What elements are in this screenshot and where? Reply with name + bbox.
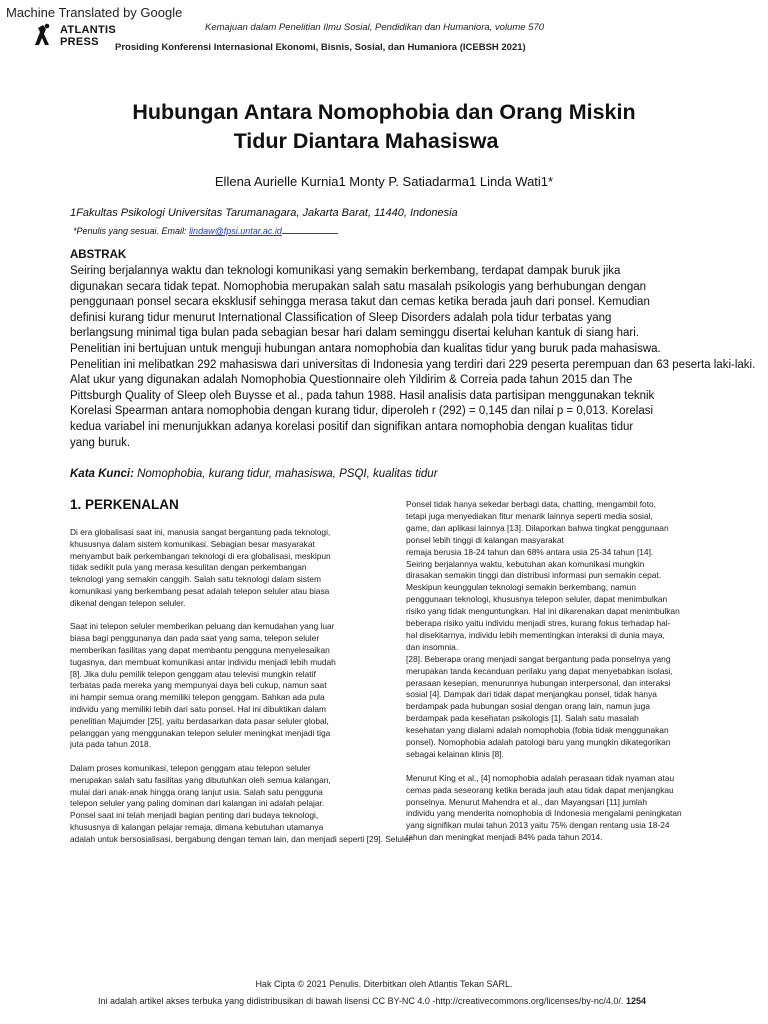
body-text-line: [28]. Beberapa orang menjadi sangat bergantung pada ponselnya yang: [406, 653, 671, 664]
body-text-line: risiko yang tidak menguntungkan. Hal ini dikarenakan dapat menimbulkan: [406, 606, 680, 617]
corresponding-email-link[interactable]: lindaw@fpsi.untar.ac.id: [189, 226, 282, 236]
body-text-line: dan insomnia.: [406, 641, 459, 652]
body-text-line: penggunaan teknologi, khususnya telepon seluler, dapat menimbulkan: [406, 594, 668, 605]
copyright-footer: Hak Cipta © 2021 Penulis. Diterbitkan oleh Atlantis Tekan SARL.: [255, 979, 513, 989]
keywords: [70, 468, 438, 480]
body-text-line: Meskipun keunggulan teknologi semakin berkembang, namun: [406, 582, 636, 593]
body-text-line: memberikan fasilitas yang dapat membantu pengguna menyelesaikan: [70, 645, 330, 655]
body-text-line: Ponsel saat ini telah menjadi bagian penting dari budaya teknologi,: [70, 810, 319, 821]
abstract-line: digunakan secara tidak tepat. Nomophobia merupakan salah satu masalah psikologis yang berhubungan dengan: [70, 280, 647, 293]
body-text-line: komunikasi yang berkembang pesat adalah telepon seluler atau biasa: [70, 586, 330, 596]
body-text-line: hal disekitarnya, individu lebih mementingkan interaksi di dunia maya,: [406, 629, 665, 640]
body-text-line: individu yang menderita nomophobia di Indonesia mengalami peningkatan: [406, 808, 682, 819]
license-footer: [98, 996, 646, 1006]
body-text-line: dirasakan semakin tinggi dan distribusi informasi pun semakin cepat.: [406, 570, 662, 581]
body-text-line: berdampak pada hubungan sosial dengan orang lain, namun juga: [406, 701, 650, 712]
body-text-line: berdampak pada kesehatan psikologis [1]. Salah satu masalah: [406, 713, 639, 724]
body-text-line: sosial [4]. Dampak dari tidak dapat menjangkau ponsel, tidak hanya: [406, 689, 657, 700]
abstract-line: Alat ukur yang digunakan adalah Nomophobia Questionnaire oleh Yildirim & Correia pada tahun 2015 dan The: [70, 374, 633, 387]
atlantis-press-logo: [30, 20, 120, 66]
body-text-line: khususnya di kalangan pelajar remaja, dimana kebutuhan utamanya: [70, 822, 324, 832]
body-text-line: penelitian Majumder [25], yaitu berdasarkan data pasar seluler global,: [70, 715, 329, 726]
body-text-line: Menurut King et al., [4] nomophobia adalah perasaan tidak nyaman atau: [406, 772, 675, 783]
body-text-line: game, dan aplikasi lainnya [13]. Dilaporkan bahwa tingkat penggunaan: [406, 522, 669, 533]
body-text-line: yang signifikan mulai tahun 2013 yaitu 75% dengan rentang usia 18-24: [406, 820, 670, 831]
license-text: Ini adalah artikel akses terbuka yang didistribusikan di bawah lisensi CC BY-NC 4.0 -http://creativecommons.org/licenses/by-nc/4.0/.: [98, 996, 624, 1006]
body-text-line: dikenal dengan telepon seluler.: [70, 597, 186, 608]
abstract-line: penggunaan ponsel secara eksklusif sehingga merasa takut dan cemas ketika berada jauh dari ponsel. Kemudian: [70, 296, 650, 309]
abstract-heading: ABSTRAK: [70, 249, 127, 261]
atlantis-logo-icon: [30, 22, 56, 48]
abstract-line: Pittsburgh Quality of Sleep oleh Buysse et al., pada tahun 1988. Hasil analisis data partisipan menggunakan teknik: [70, 389, 655, 402]
author-list: Ellena Aurielle Kurnia1 Monty P. Satiadarma1 Linda Wati1*: [214, 174, 554, 189]
paper-title-line2: Tidur Diantara Mahasiswa: [233, 129, 499, 153]
body-text-line: biasa bagi penggunanya dan pada saat yang sama, telepon seluler: [70, 633, 320, 644]
body-text-line: menyambut baik perkembangan teknologi di era globalisasi, meskipun: [70, 550, 331, 561]
body-text-line: tahun dan meningkat menjadi 84% pada tahun 2014.: [406, 832, 603, 843]
logo-text-line2: PRESS: [60, 36, 99, 48]
abstract-line: berlangsung minimal tiga bulan pada sebagian besar hari dalam seminggu disertai keluhan kantuk di siang hari.: [70, 327, 639, 340]
body-text-line: tidak sedikit pula yang merasa kesulitan dengan perkembangan: [70, 562, 307, 573]
body-text-line: Dalam proses komunikasi, telepon genggam atau telepon seluler: [70, 763, 311, 773]
body-text-line: ponselnya. Menurut Mahendra et al., dan Mayangsari [11] jumlah: [406, 796, 647, 807]
body-text-line: Saat ini telepon seluler memberikan peluang dan kemudahan yang luar: [70, 621, 335, 632]
body-text-line: tugasnya, dan membuat komunikasi antar individu menjadi lebih mudah: [70, 656, 336, 667]
body-text-line: cemas pada seseorang ketika berada jauh atau tidak dapat menjangkau: [406, 784, 674, 795]
body-text-line: terbatas pada mereka yang mempunyai daya beli cukup, namun saat: [70, 680, 327, 691]
body-text-line: telepon seluler yang paling dominan dari kalangan ini adalah pelajar.: [70, 798, 325, 809]
body-text-line: Di era globalisasi saat ini, manusia sangat bergantung pada teknologi,: [70, 527, 331, 537]
abstract-line: Seiring berjalannya waktu dan teknologi komunikasi yang semakin berkembang, terdapat dampak buruk jika: [70, 265, 621, 277]
body-text-line: teknologi yang semakin canggih. Salah satu teknologi dalam sistem: [70, 574, 321, 585]
body-text-line: sebagai kelainan klinis [8].: [406, 748, 504, 759]
abstract-line: yang buruk.: [70, 436, 131, 449]
corresponding-label: *Penulis yang sesuai. Email:: [73, 226, 190, 236]
paper-title-line1: Hubungan Antara Nomophobia dan Orang Miskin: [132, 100, 636, 124]
body-text-line: pelanggan yang menggunakan telepon seluler meningkat menjadi tiga: [70, 727, 331, 738]
abstract-line: Penelitian ini bertujuan untuk menguji hubungan antara nomophobia dan kualitas tidur yang buruk pada mahasiswa.: [70, 343, 661, 355]
body-text-line: [8]. Jika dulu pemilik telepon genggam atau televisi mungkin relatif: [70, 668, 316, 679]
keywords-label: Kata Kunci:: [70, 468, 134, 480]
body-text-line: ponsel). Nomophobia adalah patologi baru yang mungkin dikategorikan: [406, 737, 671, 747]
body-text-line: khususnya dalam sistem komunikasi. Sebagian besar masyarakat: [70, 538, 315, 549]
body-text-line: adalah untuk bersosialisasi, bergabung dengan teman lain, dan menjadi seperti [29]. Seluler: [70, 833, 412, 844]
keywords-text: Nomophobia, kurang tidur, mahasiswa, PSQI, kualitas tidur: [133, 468, 438, 480]
abstract-line: Korelasi Spearman antara nomophobia dengan kurang tidur, diperoleh r (292) = 0,145 dan nilai p = 0,013. Korelasi: [70, 405, 654, 418]
body-text-line: merupakan tanda kecanduan perilaku yang dapat menyebabkan isolasi,: [406, 665, 673, 676]
abstract-line: Penelitian ini melibatkan 292 mahasiswa dari universitas di Indonesia yang terdiri dari 229 peserta perempuan dan 63 peserta laki-laki.: [70, 358, 756, 371]
journal-name: Kemajuan dalam Penelitian Ilmu Sosial, Pendidikan dan Humaniora, volume 570: [205, 22, 545, 33]
body-text-line: Seiring berjalannya waktu, kebutuhan akan komunikasi mungkin: [406, 558, 645, 569]
body-text-line: kesehatan yang dialami adalah nomophobia (fobia tidak menggunakan: [406, 725, 669, 736]
body-text-line: remaja berusia 18-24 tahun dan 68% antara usia 25-34 tahun [14].: [406, 546, 654, 557]
body-text-line: ponsel lebih tinggi di kalangan masyarakat: [406, 534, 564, 545]
body-text-line: merupakan salah satu fasilitas yang dibutuhkan oleh semua kalangan,: [70, 774, 331, 785]
corresponding-author: [73, 224, 338, 236]
abstract-line: definisi kurang tidur menurut International Classification of Sleep Disorders adalah pola tidur terbatas yang: [70, 311, 612, 324]
body-text-line: mulai dari anak-anak hingga orang lanjut usia. Salah satu pengguna: [70, 786, 323, 797]
body-text-line: ini hampir semua orang memiliki telepon genggam. Bahkan ada pula: [70, 692, 325, 703]
body-text-line: beberapa risiko yaitu individu menjadi stres, kurang fokus terhadap hal-: [406, 618, 671, 628]
machine-translation-banner: Machine Translated by Google: [6, 5, 183, 20]
section-heading-introduction: 1. PERKENALAN: [70, 497, 179, 512]
body-text-line: juta pada tahun 2018.: [70, 739, 152, 750]
page-number: 1254: [625, 996, 646, 1006]
logo-text-line1: ATLANTIS: [60, 24, 116, 36]
abstract-line: kedua variabel ini menunjukkan adanya korelasi positif dan signifikan antara nomophobia dengan kualitas tidur: [70, 421, 634, 433]
body-text-line: Ponsel tidak hanya sekedar berbagi data, chatting, mengambil foto,: [406, 499, 657, 509]
proceedings-name: Prosiding Konferensi Internasional Ekonomi, Bisnis, Sosial, dan Humaniora (ICEBSH 2021): [115, 42, 526, 53]
email-underline: [282, 224, 338, 234]
body-text-line: perasaan kesepian, menurunnya hubungan interpersonal, dan interaksi: [406, 677, 671, 688]
body-text-line: individu yang memiliki lebih dari satu ponsel. Hal ini dibuktikan dalam: [70, 704, 327, 714]
body-text-line: tetapi juga menyediakan fitur menarik lainnya seperti media sosial,: [406, 510, 653, 521]
affiliation: 1Fakultas Psikologi Universitas Tarumanagara, Jakarta Barat, 11440, Indonesia: [70, 207, 458, 219]
